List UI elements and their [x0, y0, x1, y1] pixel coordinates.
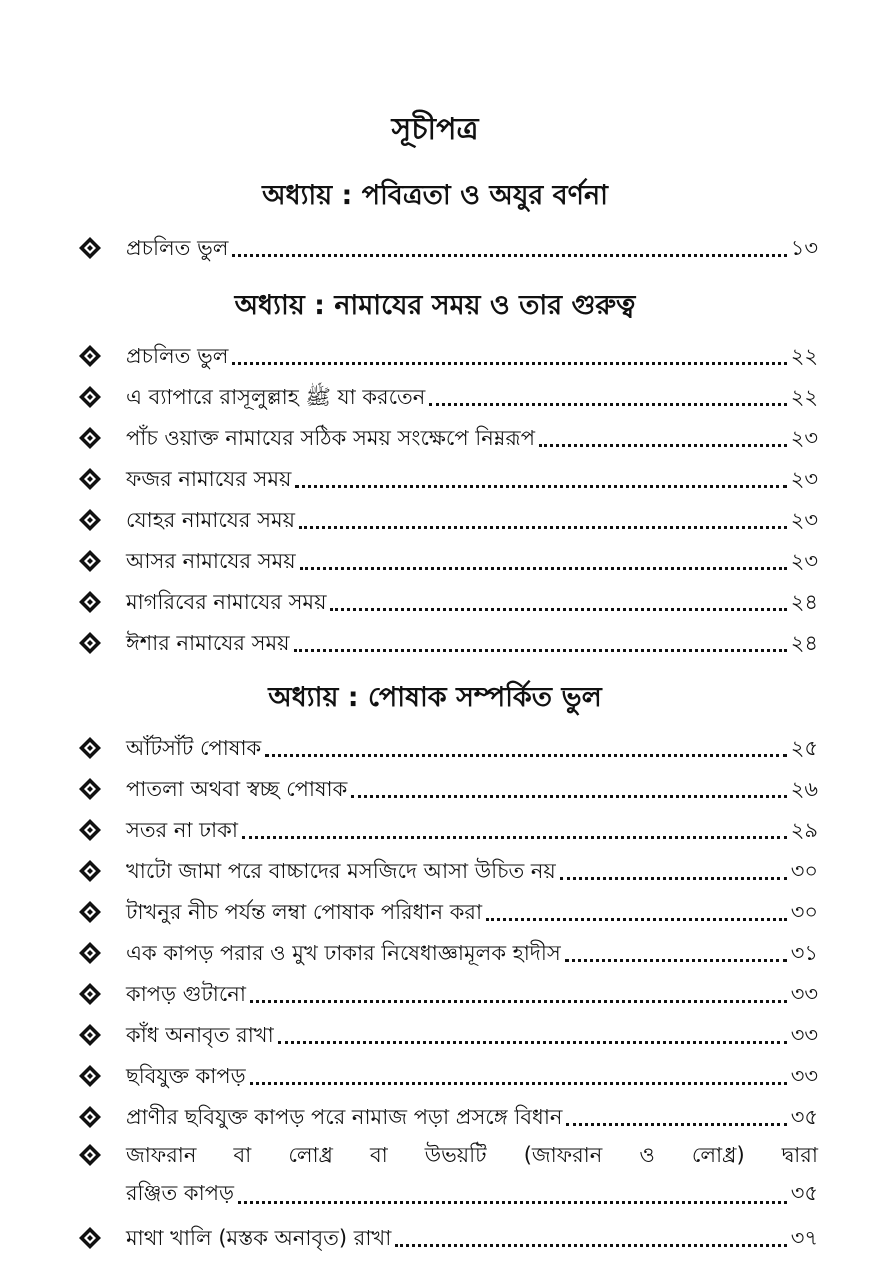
diamond-bullet-icon	[78, 1058, 126, 1094]
toc-entry[interactable]	[78, 379, 818, 415]
entry-title: এক কাপড় পরার ও মুখ ঢাকার নিষেধাজ্ঞামূলক হাদীস	[126, 941, 561, 965]
dot-leader	[560, 877, 787, 880]
diamond-bullet-icon	[78, 502, 126, 538]
chapter-heading-3: অধ্যায় : পোষাক সম্পর্কিত ভুল	[268, 682, 602, 713]
page-number: ১৩	[790, 236, 818, 260]
dot-leader	[232, 254, 786, 257]
toc-entry[interactable]	[78, 420, 818, 456]
page-number: ২৪	[790, 631, 818, 655]
entry-title: প্রচলিত ভুল	[126, 236, 229, 260]
dot-leader	[232, 362, 786, 365]
diamond-bullet-icon	[78, 771, 126, 807]
entry-title: সতর না ঢাকা	[126, 818, 238, 842]
diamond-bullet-icon	[78, 584, 126, 620]
diamond-bullet-icon	[78, 543, 126, 579]
page-number: ২৬	[790, 777, 818, 801]
toc-entry[interactable]	[78, 625, 818, 661]
entry-title: ছবিযুক্ত কাপড়	[126, 1064, 246, 1088]
entry-title: টাখনুর নীচ পর্যন্ত লম্বা পোষাক পরিধান করা	[126, 900, 483, 924]
dot-leader	[565, 959, 787, 962]
dot-leader	[238, 1201, 787, 1204]
diamond-bullet-icon	[78, 935, 126, 971]
toc-entry[interactable]	[78, 771, 818, 807]
toc-entry[interactable]	[78, 1017, 818, 1053]
page-number: ৩৫	[790, 1181, 818, 1205]
entry-title-word: লোধ্র	[288, 1143, 333, 1167]
entry-title-word: বা	[369, 1143, 388, 1167]
entry-title: এ ব্যাপারে রাসূলুল্লাহ ﷺ যা করতেন	[126, 385, 426, 409]
page-number: ৩৭	[790, 1226, 818, 1250]
diamond-bullet-icon	[78, 461, 126, 497]
dot-leader	[539, 444, 787, 447]
diamond-bullet-icon	[78, 894, 126, 930]
entry-title-word: বা	[233, 1143, 252, 1167]
diamond-bullet-icon	[78, 730, 126, 766]
entry-title-word: (জাফরান	[523, 1143, 603, 1167]
diamond-bullet-icon	[78, 1017, 126, 1053]
chapter-heading-2: অধ্যায় : নামাযের সময় ও তার গুরুত্ব	[234, 290, 636, 321]
entry-title: প্রাণীর ছবিযুক্ত কাপড় পরে নামাজ পড়া প্রসঙ্গে বিধান	[126, 1105, 563, 1129]
dot-leader	[250, 1000, 787, 1003]
page-number: ৩৩	[790, 1023, 818, 1047]
diamond-bullet-icon	[78, 379, 126, 415]
entry-title: আসর নামাযের সময়	[126, 549, 296, 573]
entry-title: কাঁধ অনাবৃত রাখা	[126, 1023, 274, 1047]
entry-title: পাঁচ ওয়াক্ত নামাযের সঠিক সময় সংক্ষেপে নিম্নরূপ	[126, 426, 535, 450]
entry-title: পাতলা অথবা স্বচ্ছ পোষাক	[126, 777, 348, 801]
toc-entry[interactable]	[78, 935, 818, 971]
dot-leader	[566, 1123, 786, 1126]
toc-entry[interactable]	[78, 1137, 818, 1217]
dot-leader	[295, 485, 786, 488]
diamond-bullet-icon	[78, 1220, 126, 1256]
toc-entry[interactable]	[78, 230, 818, 266]
diamond-bullet-icon	[78, 1099, 126, 1135]
entry-title: মাগরিবের নামাযের সময়	[126, 590, 327, 614]
page-number: ৩৩	[790, 982, 818, 1006]
diamond-bullet-icon	[78, 853, 126, 889]
dot-leader	[486, 918, 787, 921]
entry-title-word: দ্বারা	[781, 1143, 818, 1167]
page-number: ৩০	[790, 900, 818, 924]
diamond-bullet-icon	[78, 338, 126, 374]
entry-title: ঈশার নামাযের সময়	[126, 631, 290, 655]
dot-leader	[330, 608, 786, 611]
entry-title-line1	[126, 1137, 818, 1175]
dot-leader	[294, 649, 787, 652]
toc-entry[interactable]	[78, 812, 818, 848]
page-number: ৩৫	[790, 1105, 818, 1129]
page-number: ২৫	[790, 736, 818, 760]
diamond-bullet-icon	[78, 625, 126, 661]
page-number: ৩০	[790, 859, 818, 883]
toc-entry[interactable]	[78, 1220, 818, 1256]
page-number: ২৩	[790, 467, 818, 491]
dot-leader	[242, 836, 787, 839]
entry-title-word: লোধ্র)	[691, 1143, 745, 1167]
entry-title: মাথা খালি (মস্তক অনাবৃত) রাখা	[126, 1226, 392, 1250]
page-number: ২৪	[790, 590, 818, 614]
page-number: ২২	[790, 385, 818, 409]
dot-leader	[351, 795, 786, 798]
dot-leader	[299, 526, 787, 529]
dot-leader	[265, 754, 786, 757]
diamond-bullet-icon	[78, 812, 126, 848]
toc-entry[interactable]	[78, 543, 818, 579]
toc-entry[interactable]	[78, 461, 818, 497]
page-number: ২২	[790, 344, 818, 368]
page-title: সূচীপত্র	[391, 112, 479, 147]
dot-leader	[278, 1041, 787, 1044]
entry-title-word: জাফরান	[126, 1143, 197, 1167]
toc-entry[interactable]	[78, 502, 818, 538]
toc-entry[interactable]	[78, 976, 818, 1012]
page-number: ২৯	[790, 818, 818, 842]
diamond-bullet-icon	[78, 976, 126, 1012]
dot-leader	[429, 403, 786, 406]
entry-title: প্রচলিত ভুল	[126, 344, 229, 368]
entry-title: আঁটসাঁট পোষাক	[126, 736, 262, 760]
diamond-bullet-icon	[78, 420, 126, 456]
toc-entry[interactable]	[78, 1058, 818, 1094]
entry-title: কাপড় গুটানো	[126, 982, 246, 1006]
page-number: ৩১	[790, 941, 818, 965]
entry-title-word: উভয়টি	[424, 1143, 487, 1167]
diamond-bullet-icon	[78, 1137, 126, 1173]
toc-entry[interactable]	[78, 853, 818, 889]
chapter-heading-1: অধ্যায় : পবিত্রতা ও অযুর বর্ণনা	[262, 180, 608, 211]
dot-leader	[300, 567, 787, 570]
page-number: ২৩	[790, 549, 818, 573]
entry-title: যোহর নামাযের সময়	[126, 508, 296, 532]
page-number: ৩৩	[790, 1064, 818, 1088]
toc-entry[interactable]	[78, 338, 818, 374]
entry-title-line2: রঞ্জিত কাপড়	[126, 1181, 234, 1205]
page-number: ২৩	[790, 426, 818, 450]
dot-leader	[250, 1082, 787, 1085]
entry-title: খাটো জামা পরে বাচ্চাদের মসজিদে আসা উচিত নয়	[126, 859, 556, 883]
entry-title: ফজর নামাযের সময়	[126, 467, 292, 491]
diamond-bullet-icon	[78, 230, 126, 266]
page-number: ২৩	[790, 508, 818, 532]
toc-entry[interactable]	[78, 894, 818, 930]
toc-entry[interactable]	[78, 1099, 818, 1135]
entry-title-word: ও	[639, 1143, 655, 1167]
toc-entry[interactable]	[78, 730, 818, 766]
dot-leader	[395, 1244, 786, 1247]
toc-entry[interactable]	[78, 584, 818, 620]
